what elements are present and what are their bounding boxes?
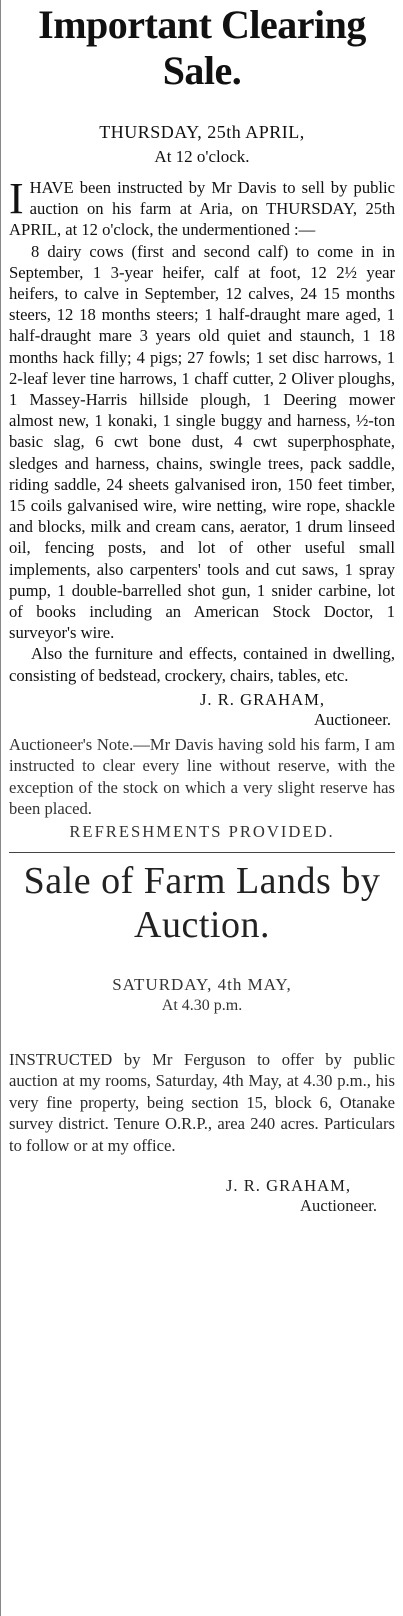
furniture-paragraph: Also the furniture and effects, contained in dwelling, consisting of bedstead, crockery, chairs, tables, etc.	[9, 644, 395, 685]
refreshments-line: REFRESHMENTS PROVIDED.	[69, 821, 335, 841]
advert2-title-line-2: Auction.	[134, 903, 270, 946]
clearing-sale-advert	[1, 2, 403, 842]
advert-body	[1, 174, 403, 686]
items-paragraph: 8 dairy cows (first and second calf) to come in in September, 1 3-year heifer, calf at foot, 12 2½ year heifers, to calve in September, 12 calves, 24 15 months steers, 12 18 months steers; 1 half-draught mare aged, 1 half-draught mare 3 years old quiet and staunch, 1 18 months hack filly; 4 pigs; 27 fowls; 1 set disc harrows, 1 2-leaf lever tine harrows, 1 chaff cutter, 2 Oliver ploughs, 1 Massey-Harris hillside plough, 1 Deering mower almost new, 1 konaki, 1 single buggy and harness, ½-ton basic slag, 6 cwt bone dust, 4 cwt superphosphate, sledges and harness, chains, swingle trees, pack saddle, riding saddle, 24 sheets galvanised iron, 150 feet timber, 15 coils galvanised wire, wire netting, wire rope, shackle and blocks, milk and cream cans, aerator, 1 drum linseed oil, fencing posts, and lot of other useful small implements, also carpenters' tools and cut saws, 1 spray pump, 1 double-barrelled shot gun, 1 snider carbine, lot of books including an American Stock Doctor, 1 surveyor's wire.	[9, 241, 395, 643]
auctioneer-note: Auctioneer's Note.—Mr Davis having sold his farm, I am instructed to clear every line without reserve, with the exception of the stock on which a very slight reserve has been placed.	[9, 734, 395, 819]
advert2-body: INSTRUCTED by Mr Ferguson to offer by public auction at my rooms, Saturday, 4th May, at 4.30 p.m., his very fine property, being section 15, block 6, Otanake survey district. Tenure O.R.P., area 240 acres. Particulars to follow or at my office.	[9, 1049, 395, 1155]
advert2-title-line-1: Sale of Farm Lands by	[23, 859, 381, 902]
sale-time: At 12 o'clock.	[154, 147, 250, 166]
auctioneer-role: Auctioneer.	[314, 709, 391, 729]
auctioneer2-role: Auctioneer.	[300, 1196, 377, 1216]
advert-title-line-2: Sale.	[162, 48, 242, 93]
farm-lands-advert	[1, 859, 403, 1217]
sale2-time: At 4.30 p.m.	[161, 996, 243, 1014]
advert-divider	[9, 852, 395, 853]
auctioneer-name: J. R. GRAHAM,	[199, 689, 325, 709]
drop-cap-letter: I	[9, 174, 24, 223]
sale-date: THURSDAY, 25th APRIL,	[99, 122, 305, 142]
advert-title-line-1: Important Clearing	[38, 2, 366, 47]
intro-text: HAVE been instructed by Mr Davis to sell by public auction on his farm at Aria, on THURSDAY, 25th APRIL, at 12 o'clock, the undermentioned :—	[9, 178, 395, 240]
sale2-date: SATURDAY, 4th MAY,	[112, 974, 292, 994]
intro-paragraph	[9, 174, 395, 241]
auctioneer2-name: J. R. GRAHAM,	[225, 1176, 351, 1196]
